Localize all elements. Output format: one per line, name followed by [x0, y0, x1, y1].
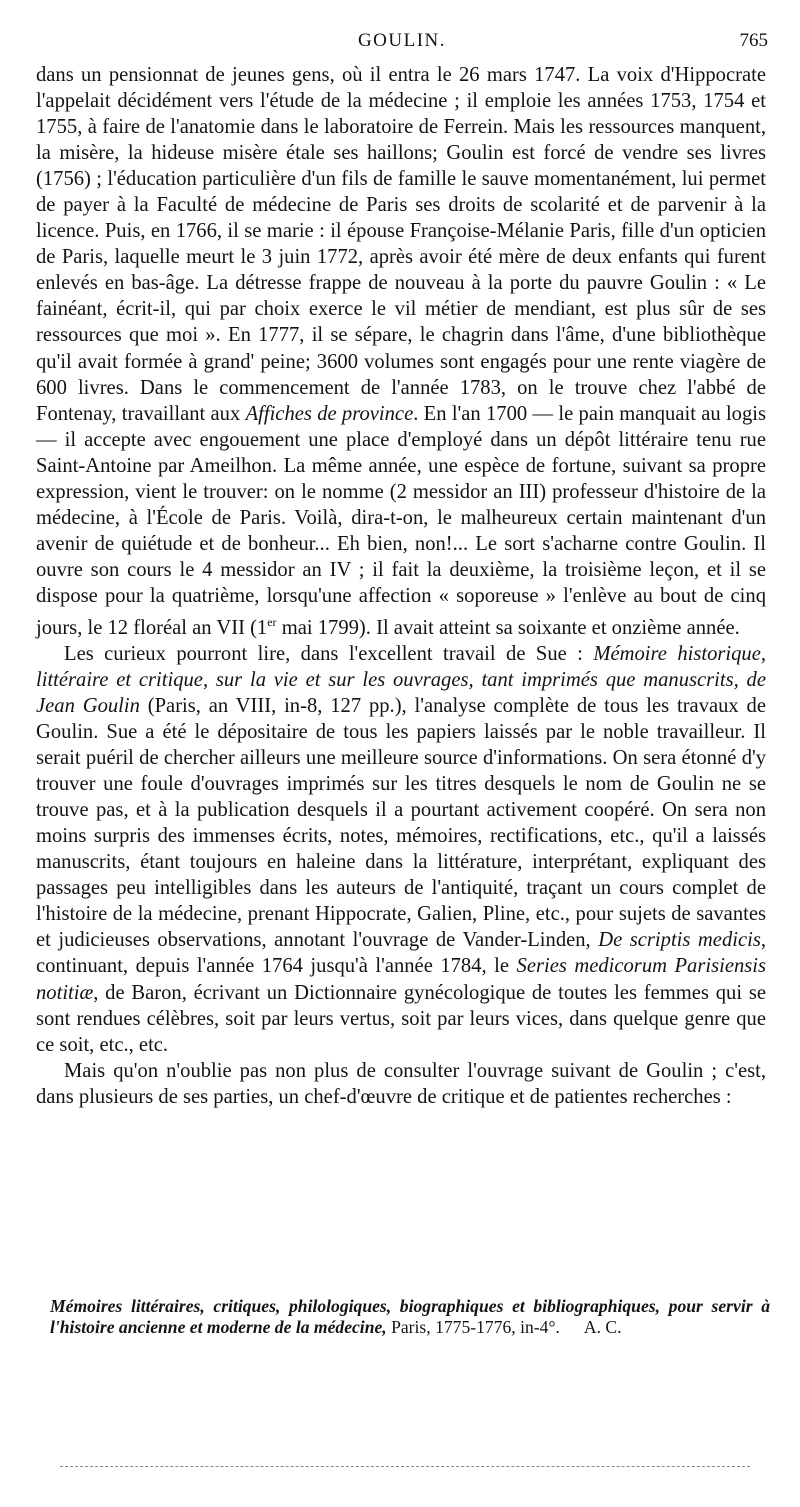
footer-divider [60, 1466, 750, 1467]
reference-details: Paris, 1775-1776, in-4°. [386, 1317, 560, 1337]
paragraph-text: dans un pensionnat de jeunes gens, où il entra le 26 mars 1747. La voix d'Hippocrate l'appelait décidément vers l'étude de la médecine ; il emploie les années 1753, 1754 et 1755, à faire de l'anatomie dans le laboratoire de Ferrein. Mais les ressources manquent, la misère, la hideuse misère étale ses haillons; Goulin est forcé de vendre ses livres (1756) ; l'éducation particulière d'un fils de famille le sauve momentanément, lui permet de payer à la Faculté de médecine de Paris ses droits de scolarité et de parvenir à la licence. Puis, en 1766, il se marie : il épouse Françoise-Mélanie Paris, fille d'un opticien de Paris, laquelle meurt le 3 juin 1772, après avoir été mère de deux enfants qui furent enlevés en bas-âge. La détresse frappe de nouveau à la porte du pauvre Goulin : « Le fainéant, écrit-il, qui par choix exerce le vil métier de mendiant, est plus sûr de ses ressources que moi ». En 1777, il se sépare, le chagrin dans l'âme, d'une bibliothèque qu'il avait formée à grand' peine; 3600 volumes sont engagés pour une rente viagère de 600 livres. Dans le commencement de l'année 1783, on le trouve chez l'abbé de Fontenay, travaillant aux [36, 64, 766, 425]
paragraph-text: Mais qu'on n'oublie pas non plus de consulter l'ouvrage suivant de Goulin ; c'est, dans plusieurs de ses parties, un chef-d'œuvre de critique et de patientes recherches : [36, 1059, 766, 1108]
page-number: 765 [739, 30, 768, 51]
bibliographic-reference [50, 1296, 770, 1338]
paragraph-works [36, 641, 766, 1058]
italic-title-affiches: Affiches de province [245, 402, 414, 425]
paragraph-text: mai 1799). Il avait atteint sa soixante et onzième année. [276, 616, 740, 639]
page-header [36, 30, 768, 58]
author-initials: A. C. [583, 1317, 622, 1337]
running-title: GOULIN. [357, 30, 447, 51]
italic-title-series: Series medicorum Parisiensis notitiæ [36, 955, 767, 1004]
article-body [36, 62, 766, 1110]
paragraph-conclusion [36, 1058, 766, 1110]
italic-title-memoire: Mémoire historique, littéraire et critique, sur la vie et sur les ouvrages, tant imprimés que manuscrits, de Jean Goulin [36, 642, 766, 717]
italic-title-de-scriptis: De scriptis medicis [598, 929, 761, 952]
superscript: er [267, 614, 277, 629]
paragraph-text: , continuant, depuis l'année 1764 jusqu'à l'année 1784, le [36, 929, 766, 978]
paragraph-text: Les curieux pourront lire, dans l'excellent travail de Sue : [64, 642, 594, 665]
paragraph-text: (Paris, an VIII, in-8, 127 pp.), l'analyse complète de tous les travaux de Goulin. Sue a été le dépositaire de tous les papiers laissés par le noble travailleur. Il serait puéril de chercher ailleurs une meilleure source d'informations. On sera étonné d'y trouver une foule d'ouvrages imprimés sur les titres desquels le nom de Goulin ne se trouve pas, et à la publication desquels il a pourtant activement coopéré. On sera non moins surpris des immenses écrits, notes, mémoires, rectifications, etc., qu'il a laissés manuscrits, étant toujours en haleine dans la littérature, interprétant, expliquant des passages peu intelligibles dans les auteurs de l'antiquité, traçant un cours complet de l'histoire de la médecine, prenant Hippocrate, Galien, Pline, etc., pour sujets de savantes et judicieuses observations, annotant l'ouvrage de Vander-Linden, [36, 694, 766, 952]
paragraph-text: , de Baron, écrivant un Dictionnaire gynécologique de toutes les femmes qui se sont rendues célèbres, soit par leurs vertus, soit par leurs vices, dans quelque genre que ce soit, etc., etc. [36, 981, 766, 1056]
reference-title: Mémoires littéraires, critiques, philologiques, biographiques et bibliographiques, pour servir à l'histoire ancienne et moderne de la médecine, [50, 1296, 770, 1337]
paragraph-text: . En l'an 1700 — le pain manquait au logis — il accepte avec engouement une place d'employé dans un dépôt littéraire tenu rue Saint-Antoine par Ameilhon. La même année, une espèce de fortune, suivant sa propre expression, vient le trouver: on le nomme (2 messidor an III) professeur d'histoire de la médecine, à l'École de Paris. Voilà, dira-t-on, le malheureux certain maintenant d'un avenir de quiétude et de bonheur... Eh bien, non!... Le sort s'acharne contre Goulin. Il ouvre son cours le 4 messidor an IV ; il fait la deuxième, la troisième leçon, et il se dispose pour la quatrième, lorsqu'une affection « soporeuse » l'enlève au bout de cinq jours, le 12 floréal an VII (1 [36, 402, 766, 639]
paragraph-biography [36, 62, 766, 641]
